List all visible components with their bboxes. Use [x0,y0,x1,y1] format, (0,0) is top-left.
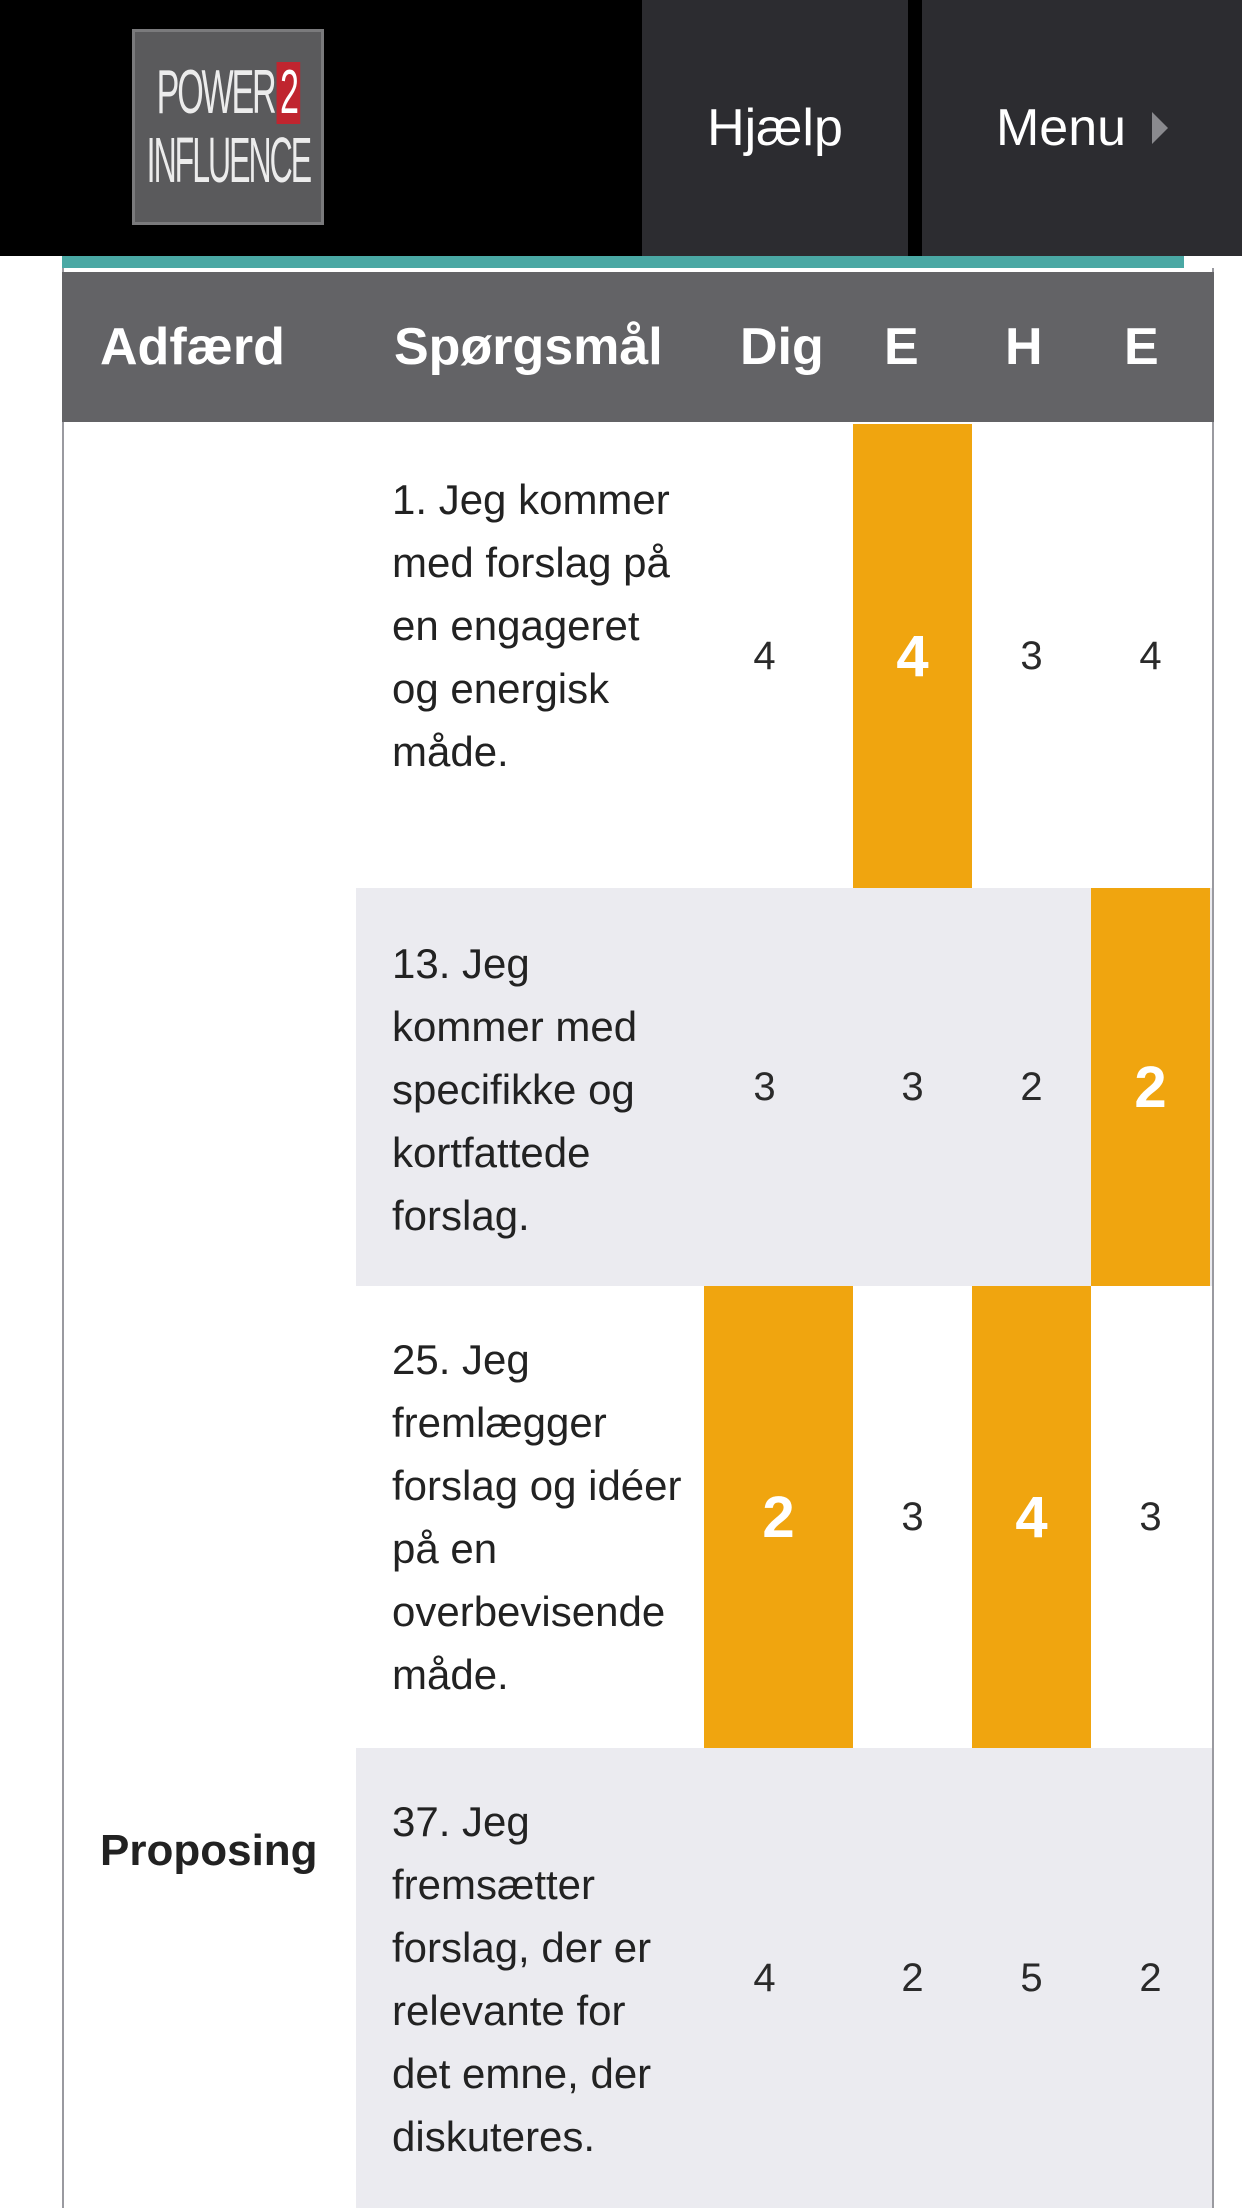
score-cell: 2 [704,1286,853,1748]
chevron-right-icon [1152,112,1168,144]
behavior-label: Proposing [100,1826,318,1875]
score-cell: 2 [1091,888,1210,1286]
column-header-self: Dig [740,318,824,376]
logo-line-2: INFLUENCE [146,124,310,196]
table-row [356,1748,1212,2208]
score-cell: 5 [1020,1955,1043,2000]
score-cell: 3 [901,1494,924,1539]
score-cell: 2 [1139,1955,1162,2000]
score-cell: 4 [753,633,776,678]
table-row [356,1286,1212,1748]
help-label: Hjælp [707,99,843,157]
column-header-e1: E [884,318,919,376]
score-cell: 4 [853,424,972,888]
help-button[interactable] [642,0,908,256]
score-cell: 3 [1020,633,1043,678]
score-cell: 4 [972,1286,1091,1748]
menu-button[interactable] [922,0,1242,256]
score-cell: 3 [901,1064,924,1109]
score-cell: 3 [753,1064,776,1109]
power2influence-logo[interactable] [132,29,324,225]
column-header-h: H [1005,318,1043,376]
question-text: 1. Jeg kommer med forslag på en engageret og energisk måde. [392,476,670,775]
score-cell: 4 [753,1955,776,2000]
top-navigation-bar [0,0,1242,256]
column-header-question: Spørgsmål [394,318,663,376]
score-cell: 2 [1020,1064,1043,1109]
table-row [356,888,1212,1286]
question-text: 25. Jeg fremlægger forslag og idéer på en overbevisende måde. [392,1336,682,1698]
table-header [62,272,1214,422]
question-text: 13. Jeg kommer med specifikke og kortfattede forslag. [392,940,638,1239]
table-row [356,424,1212,888]
column-header-e2: E [1124,318,1159,376]
score-cell: 2 [901,1955,924,2000]
accent-divider [62,256,1184,268]
logo-line-1: POWER 2 [156,62,299,124]
menu-label: Menu [995,99,1127,157]
score-cell: 3 [1139,1494,1162,1539]
column-header-behavior: Adfærd [100,318,285,376]
score-cell: 4 [1139,633,1162,678]
question-text: 37. Jeg fremsætter forslag, der er relevante for det emne, der diskuteres. [392,1798,652,2160]
